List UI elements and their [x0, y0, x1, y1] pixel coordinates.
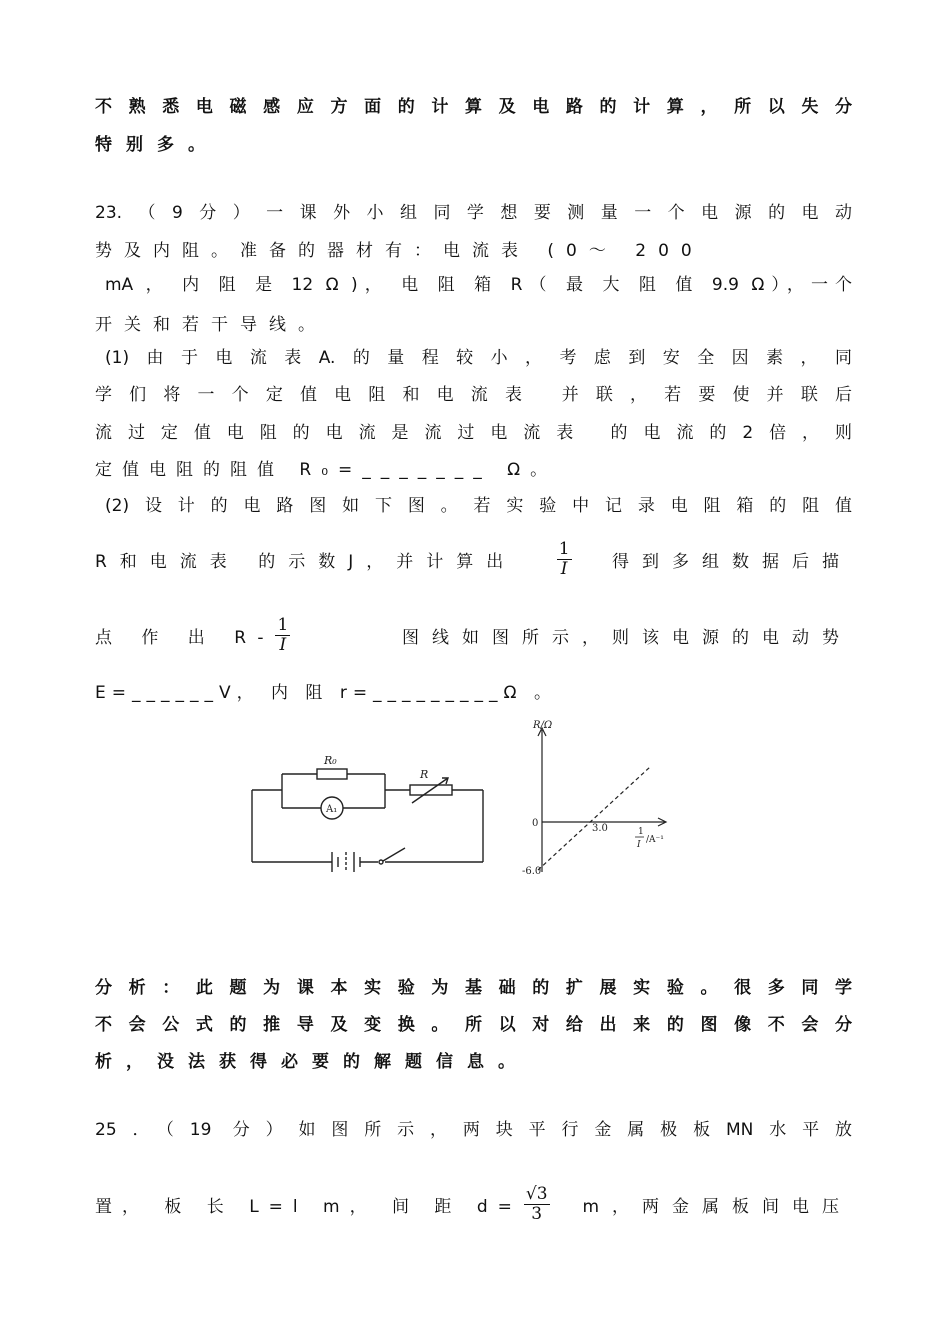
data-line [538, 767, 650, 870]
sqrt-numerator: √3 [525, 1184, 548, 1204]
q23-part1-line1: (1)由于电流表A.的量程较小，考虑到安全因素，同 [105, 348, 852, 368]
experiment-figure [240, 712, 680, 882]
sqrt-denominator: 3 [531, 1203, 543, 1224]
x-axis-unit: /A⁻¹ [646, 835, 664, 845]
q23-part2-line3-text-b: 图线如图所示，则该电源的电动势 [402, 627, 852, 648]
x-axis-num: 1 [638, 827, 644, 837]
analysis2-line2: 不会公式的推导及变换。所以对给出来的图像不会分 [95, 1015, 852, 1035]
q23-part2-line4: E=______V， 内 阻 r=_________Ω 。 [95, 683, 557, 703]
q23-part2-line3-left [95, 616, 290, 654]
q23-part2-line3-text-a: 点 作 出 R- [95, 627, 276, 648]
analysis1-line2: 特别多。 [95, 135, 219, 155]
sqrt3-over-3-fraction [524, 1185, 550, 1223]
analysis1-line1: 不熟悉电磁感应方面的计算及电路的计算，所以失分 [95, 97, 852, 117]
r-one-over-i-fraction [275, 616, 290, 654]
r0-label: R₀ [324, 754, 337, 767]
r-vs-inverse-i-graph [538, 728, 666, 872]
circuit-diagram [252, 769, 483, 872]
q23-part1-line4: 定值电阻的阻值 R₀=_______ Ω。 [95, 460, 558, 480]
q25-line2-text-b: m，两金属板间电压 [582, 1196, 852, 1217]
q23-line4: 开关和若干导线。 [95, 315, 327, 335]
q25-line1: 25．（19 分）如图所示，两块平行金属极板MN水平放 [95, 1120, 852, 1140]
q23-line3: mA ， 内 阻 是 12 Ω )， 电 阻 箱 R（ 最 大 阻 值 9.9 Ω），一个 [105, 275, 852, 295]
fraction-denominator: I [279, 634, 287, 655]
r-label: R [420, 768, 429, 781]
q23-part2-line3 [95, 616, 852, 654]
r0-resistor [317, 769, 347, 779]
x-axis-den: I [637, 840, 641, 850]
switch [379, 860, 383, 864]
q23-line1: 23.（9分）一课外小组同学想要测量一个电源的电动 [95, 203, 852, 223]
fraction-numerator: 1 [277, 615, 289, 635]
one-over-i-fraction [557, 540, 572, 578]
ammeter-label: A₁ [326, 804, 338, 815]
x-intercept-label: 3.0 [592, 823, 608, 834]
q23-part1-line2: 学们将一个定值电阻和电流表 并联，若要使并联后 [95, 385, 852, 405]
q23-part2-line2 [95, 540, 852, 578]
origin-label: 0 [532, 818, 539, 829]
q23-part2-line2-text-b: 得到多组数据后描 [612, 551, 852, 572]
fraction-denominator: I [560, 558, 568, 579]
q23-line2: 势及内阻。准备的器材有：电流表 (0～ 200 [95, 241, 704, 261]
q23-part2-line1: (2)设计的电路图如下图。若实验中记录电阻箱的阻值 [105, 496, 852, 516]
y-axis-label: R/Ω [533, 720, 553, 731]
fraction-numerator: 1 [558, 539, 570, 559]
q23-part2-line2-text-a: R和电流表 的示数J，并计算出 [95, 551, 517, 572]
q23-part1-line3: 流过定值电阻的电流是流过电流表 的电流的2倍，则 [95, 423, 852, 443]
analysis2-line3: 析，没法获得必要的解题信息。 [95, 1052, 529, 1072]
y-intercept-label: -6.0 [522, 866, 542, 877]
q25-line2-text-a: 置， 板 长 L=l m， 间 距 d= [95, 1196, 522, 1217]
q25-line2-left [95, 1185, 550, 1223]
analysis2-line1: 分析：此题为课本实验为基础的扩展实验。很多同学 [95, 978, 852, 998]
q25-line2 [95, 1185, 852, 1223]
